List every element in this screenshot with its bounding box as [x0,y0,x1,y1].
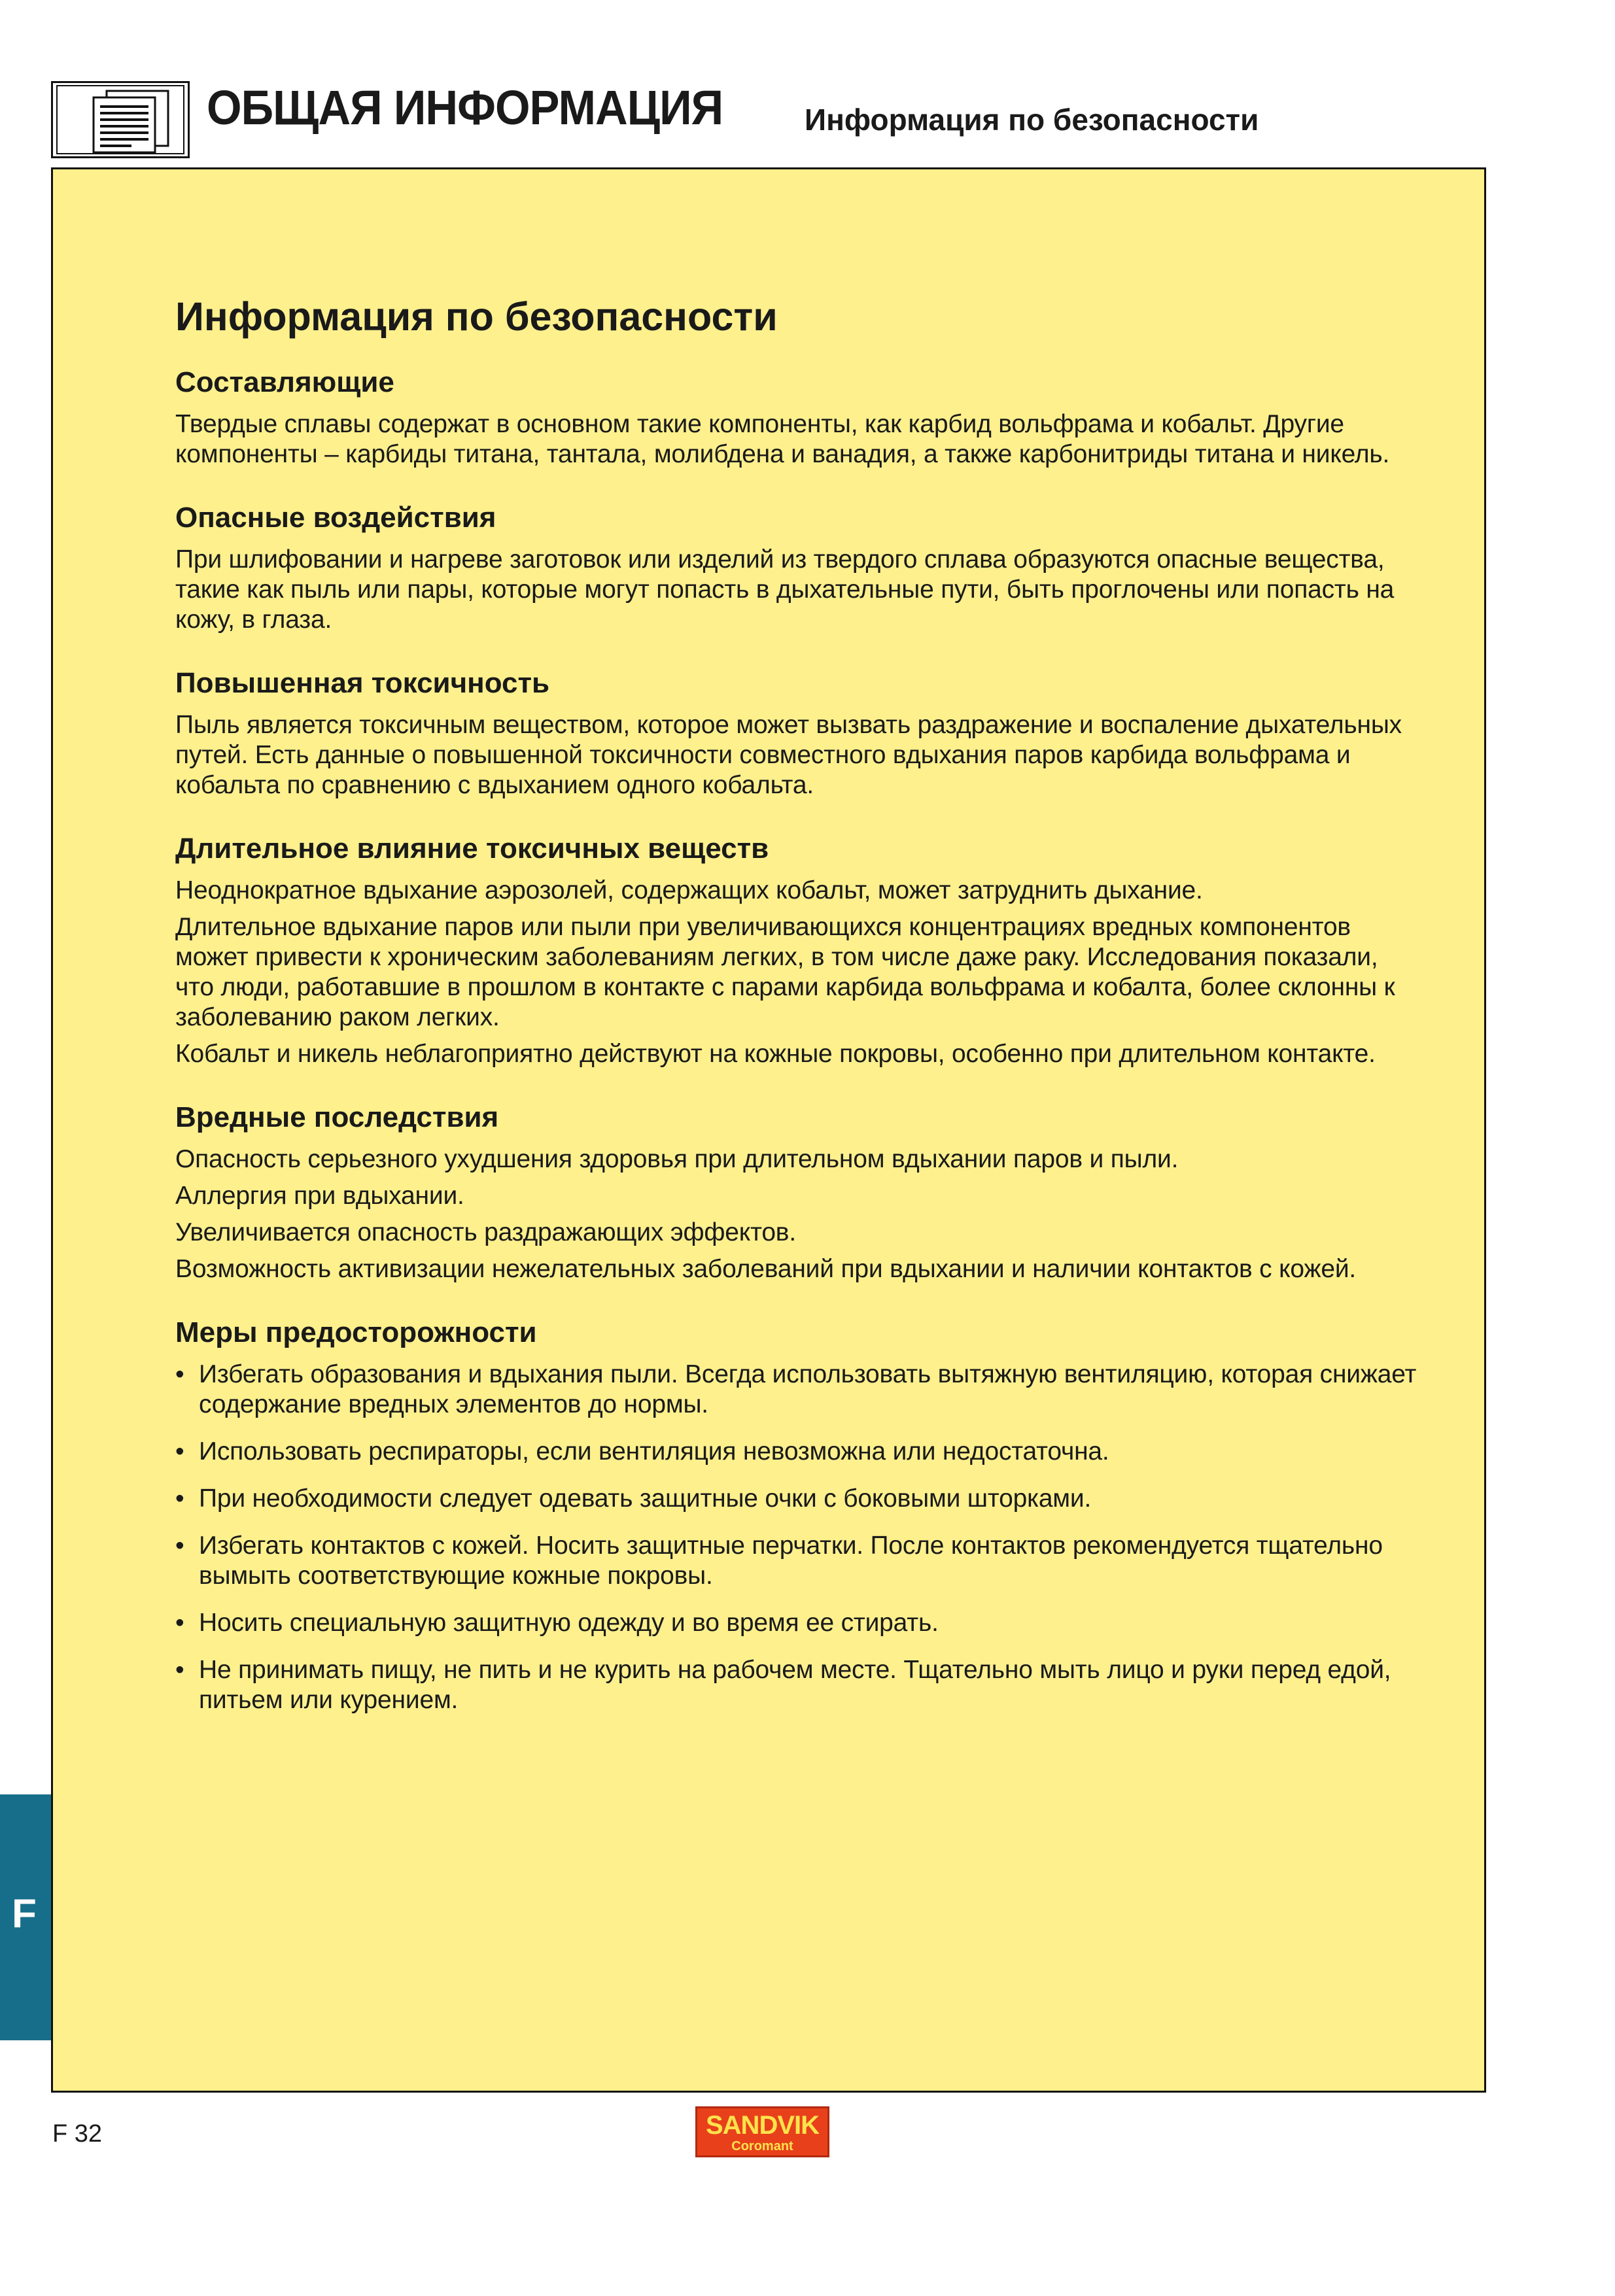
list-item: • Избегать образования и вдыхания пыли. Всегда использовать вытяжную вентиляцию, которая снижает содержание вредных элементов до нормы. [175,1360,1418,1420]
section-heading: Меры предосторожности [175,1316,537,1349]
page-heading: Информация по безопасности [175,294,778,339]
section-hazards [175,500,1418,635]
page-number: F 32 [52,2120,103,2148]
logo-brand: SANDVIK [705,2111,820,2140]
paragraph: Длительное вдыхание паров или пыли при увеличивающихся концентрациях вредных компонентов может привести к хроническим заболеваниям легких, в том числе даже раку. Исследования показали, что люди, работавшие в прошлом в контакте с парами карбида вольфрама и кобалта, более склонны к заболеванию раком легких. [175,913,1395,1032]
section-harmful-consequences [175,1099,1418,1284]
paragraph: Кобальт и никель неблагоприятно действуют на кожные покровы, особенно при длительном контакте. [175,1040,1376,1069]
paragraph: Пыль является токсичным веществом, которое может вызвать раздражение и воспаление дыхательных путей. Есть данные о повышенной токсичности совместного вдыхания паров карбида вольфрама и кобальта по сравнению с вдыханием одного кобальта. [175,711,1402,800]
chapter-tab-label: F [12,1891,37,1936]
list-item: • Носить специальную защитную одежду и во время ее стирать. [175,1608,1418,1638]
section-toxicity [175,665,1418,800]
list-item: • Использовать респираторы, если вентиляция невозможна или недостаточна. [175,1437,1418,1467]
section-heading: Вредные последствия [175,1101,499,1134]
paragraph: Увеличивается опасность раздражающих эффектов. [175,1218,796,1247]
section-heading: Длительное влияние токсичных веществ [175,832,769,865]
paragraph: Твердые сплавы содержат в основном такие компоненты, как карбид вольфрама и кобальт. Другие компоненты – карбиды титана, тантала, молибдена и ванадия, а также карбонитриды титана и никель. [175,410,1390,469]
list-item: • При необходимости следует одевать защитные очки с боковыми шторками. [175,1484,1418,1514]
section-long-term-effects [175,831,1418,1069]
section-components [175,364,1418,470]
paragraph: Возможность активизации нежелательных заболеваний при вдыхании и наличии контактов с кожей. [175,1255,1357,1284]
paragraph: При шлифовании и нагреве заготовок или изделий из твердого сплава образуются опасные вещества, такие как пыль или пары, которые могут попасть в дыхательные пути, быть проглочены или попасть на кожу, в глаза. [175,545,1395,634]
panel-content [175,293,1418,1732]
sandvik-logo [695,2106,829,2157]
section-precautions [175,1314,1418,1715]
section-heading: Опасные воздействия [175,502,496,534]
document-icon [51,81,190,158]
chapter-tab [0,1794,51,2040]
section-heading: Повышенная токсичность [175,667,550,700]
logo-subbrand: Coromant [731,2139,793,2153]
section-title: ОБЩАЯ ИНФОРМАЦИЯ [207,80,723,135]
paragraph: Аллергия при вдыхании. [175,1182,464,1210]
list-item: • Избегать контактов с кожей. Носить защитные перчатки. После контактов рекомендуется тщательно вымыть соответствующие кожные покровы. [175,1531,1418,1591]
precautions-list [175,1360,1418,1715]
paragraph: Опасность серьезного ухудшения здоровья при длительном вдыхании паров и пыли. [175,1145,1179,1174]
paragraph: Неоднократное вдыхание аэрозолей, содержащих кобальт, может затруднить дыхание. [175,876,1203,905]
list-item: • Не принимать пищу, не пить и не курить на рабочем месте. Тщательно мыть лицо и руки перед едой, питьем или курением. [175,1655,1418,1715]
section-heading: Составляющие [175,366,394,399]
section-subtitle: Информация по безопасности [805,103,1259,137]
